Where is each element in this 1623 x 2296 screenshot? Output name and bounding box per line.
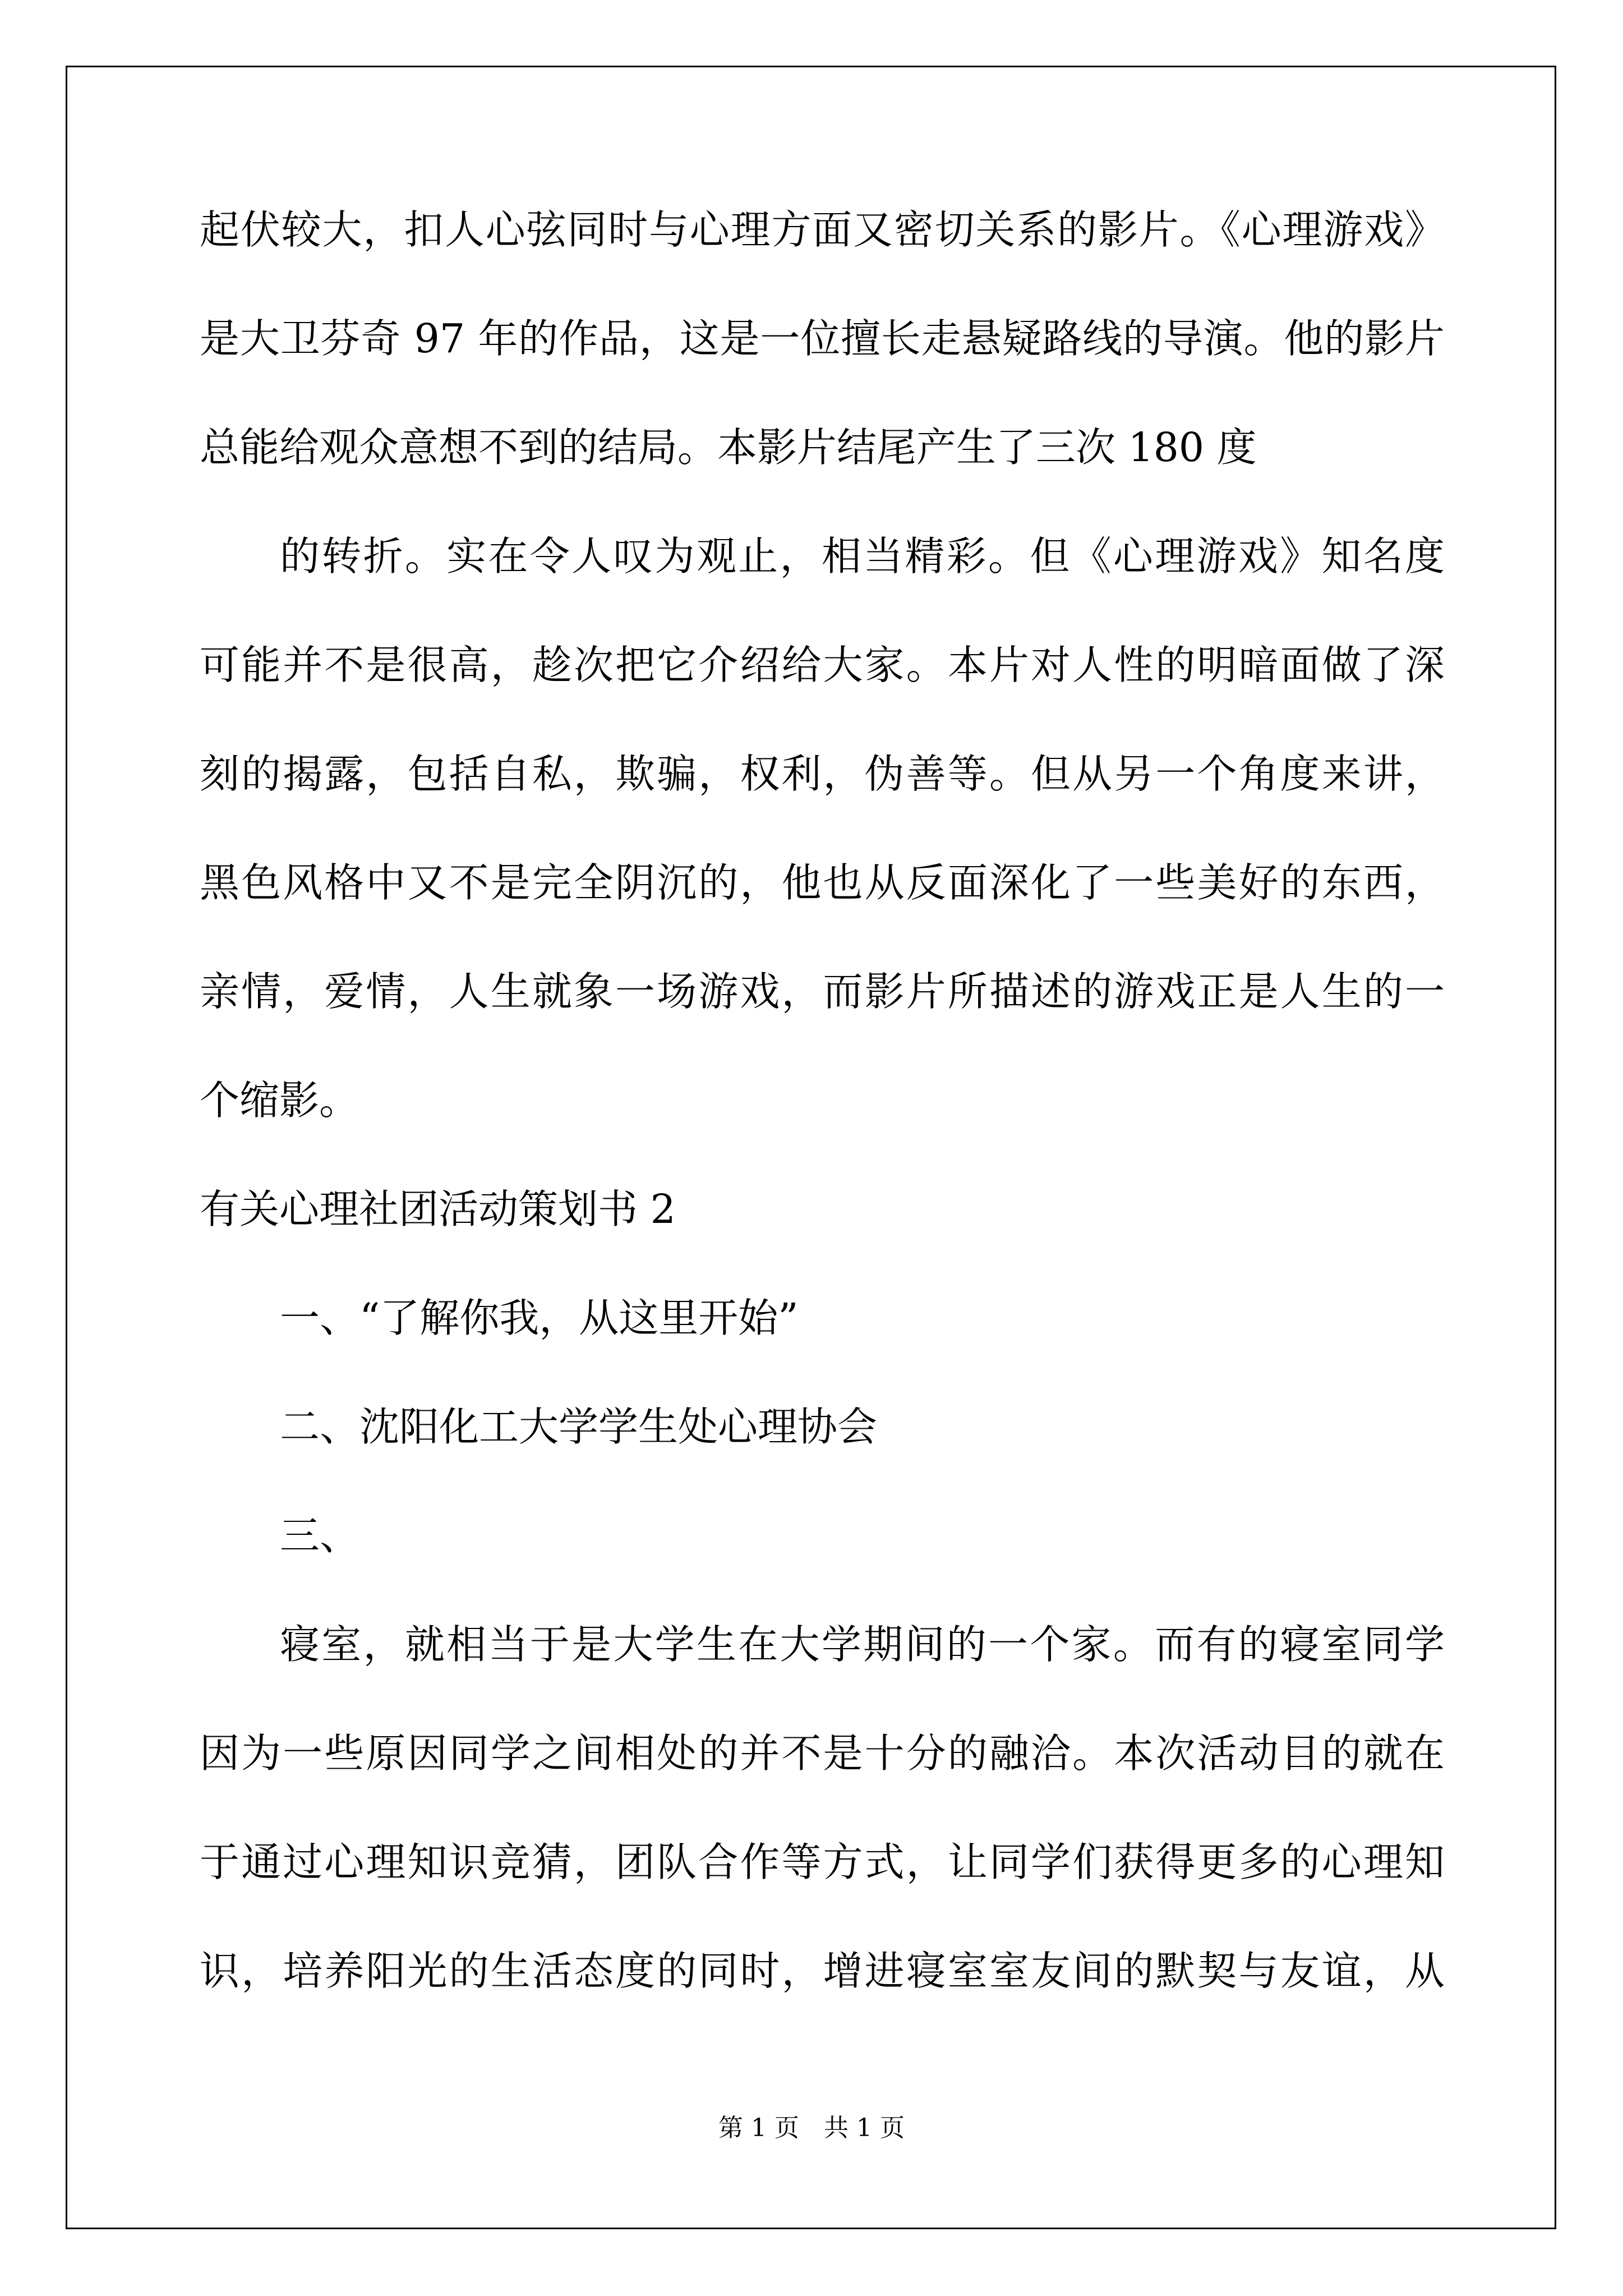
- list-item-2: 二、沈阳化工大学学生处心理协会: [280, 1404, 878, 1450]
- body-line-6: 刻的揭露，包括自私，欺骗，权利，伪善等。但从另一个角度来讲，: [200, 751, 1445, 797]
- body-line-5: 可能并不是很高，趁次把它介绍给大家。本片对人性的明暗面做了深: [200, 642, 1445, 688]
- body-line-10: 寝室，就相当于是大学生在大学期间的一个家。而有的寝室同学: [280, 1621, 1445, 1668]
- body-line-13: 识，培养阳光的生活态度的同时，增进寝室室友间的默契与友谊，从: [200, 1948, 1445, 1994]
- body-line-2: 是大卫芬奇 97 年的作品，这是一位擅长走悬疑路线的导演。他的影片: [200, 315, 1445, 362]
- body-line-4: 的转折。实在令人叹为观止，相当精彩。但《心理游戏》知名度: [280, 533, 1445, 579]
- body-line-11: 因为一些原因同学之间相处的并不是十分的融洽。本次活动目的就在: [200, 1730, 1445, 1777]
- body-line-8: 亲情，爱情，人生就象一场游戏，而影片所描述的游戏正是人生的一: [200, 968, 1445, 1015]
- page-number: 第 1 页 共 1 页: [718, 2114, 905, 2142]
- page-border: [66, 66, 1556, 2229]
- section-heading: 有关心理社团活动策划书 2: [200, 1186, 676, 1232]
- body-line-3: 总能给观众意想不到的结局。本影片结尾产生了三次 180 度: [200, 424, 1257, 471]
- body-line-1: 起伏较大，扣人心弦同时与心理方面又密切关系的影片。《心理游戏》: [200, 206, 1445, 253]
- list-item-3: 三、: [280, 1512, 360, 1559]
- body-line-12: 于通过心理知识竞猜，团队合作等方式，让同学们获得更多的心理知: [200, 1839, 1445, 1885]
- body-line-9: 个缩影。: [200, 1077, 359, 1124]
- body-line-7: 黑色风格中又不是完全阴沉的，他也从反面深化了一些美好的东西，: [200, 859, 1445, 906]
- list-item-1: 一、“了解你我，从这里开始”: [280, 1295, 799, 1341]
